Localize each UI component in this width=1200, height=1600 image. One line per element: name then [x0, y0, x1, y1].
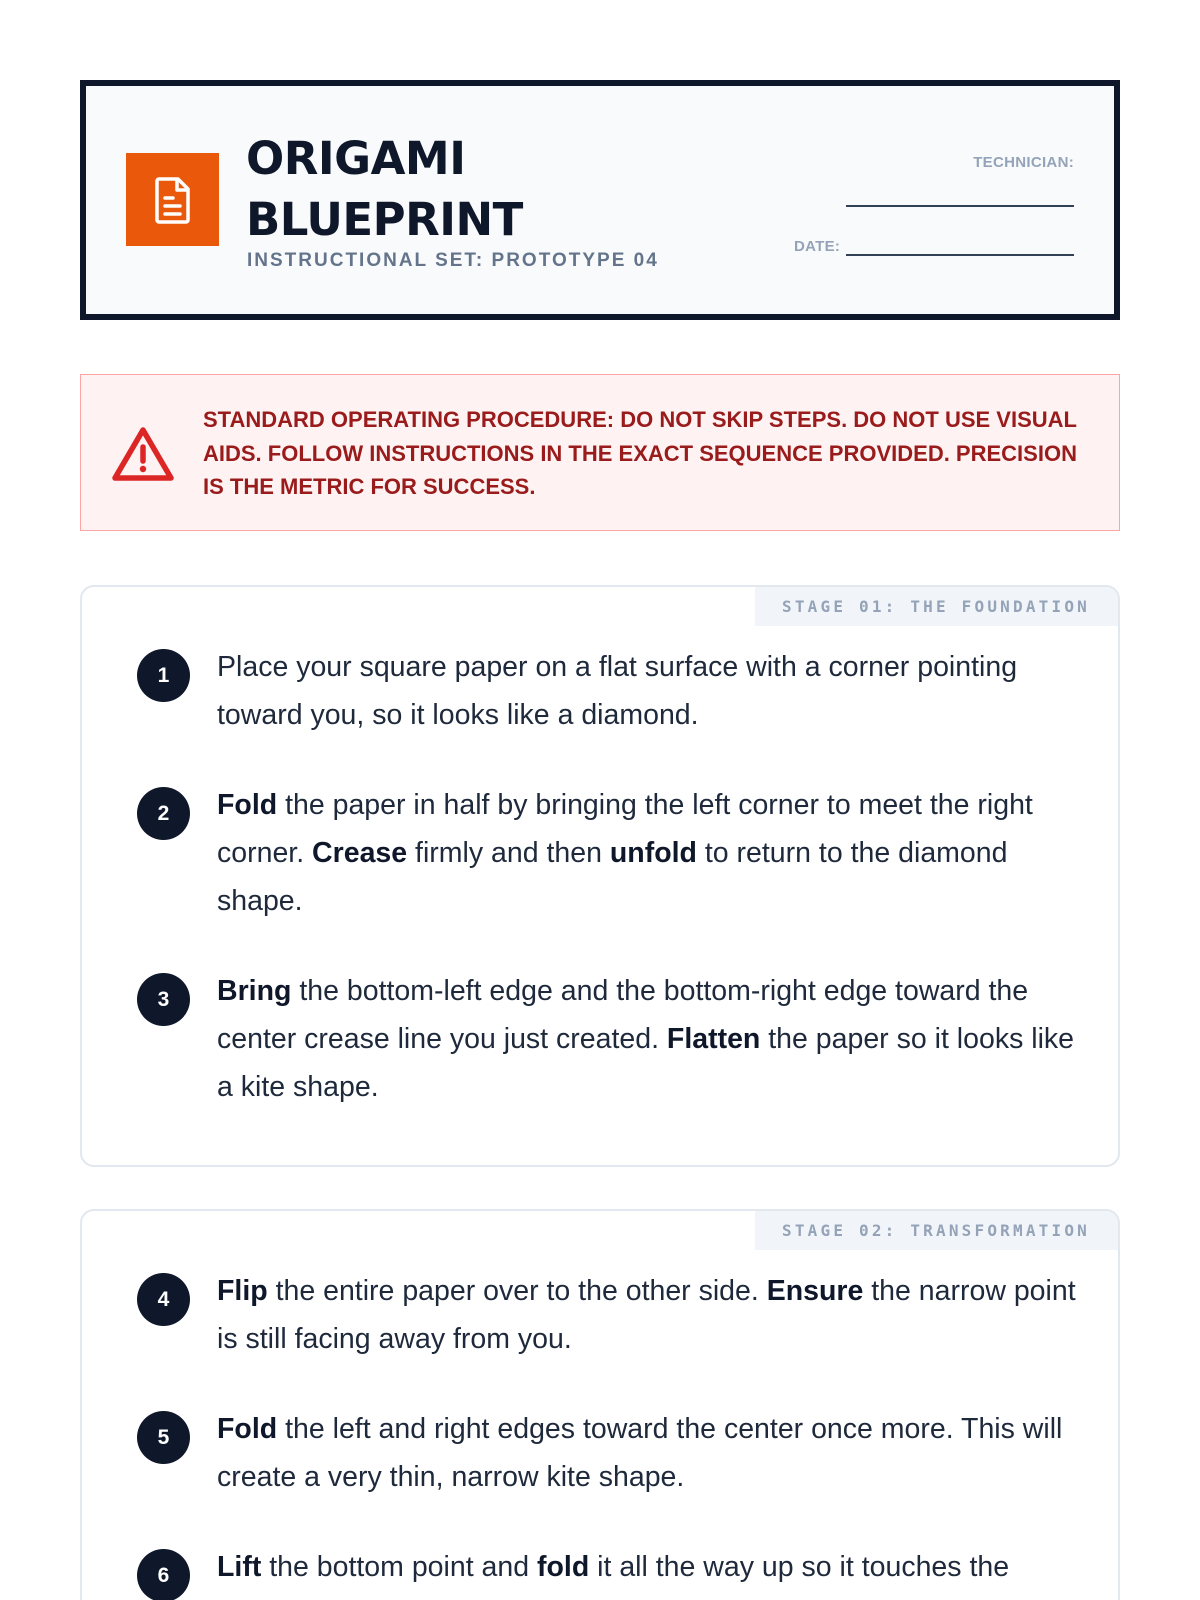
step-keyword: Ensure — [766, 1275, 864, 1307]
technician-label: TECHNICIAN: — [973, 154, 1074, 171]
step-text-run: the paper so it looks like a kite shape. — [217, 1023, 1074, 1103]
step-number: 6 — [137, 1549, 190, 1600]
technician-signature-line — [846, 205, 1074, 207]
stage-card-1 — [80, 585, 1120, 1167]
warning-banner — [80, 374, 1120, 531]
page-title — [246, 128, 523, 250]
stage-tag: STAGE 02: TRANSFORMATION — [755, 1211, 1118, 1250]
document-icon — [153, 176, 193, 224]
step-text-run: the paper in half by bringing the left corner to meet the right corner. — [217, 789, 1033, 869]
logo-badge — [126, 153, 219, 246]
step-text-run: it all the way up so it touches the — [589, 1551, 1010, 1583]
step-text-run: the left and right edges toward the center once more. This will create a very thin, narrow kite shape. — [217, 1413, 1063, 1493]
step-keyword: Fold — [217, 1413, 278, 1445]
date-signature-line — [846, 254, 1074, 256]
title-line-1: ORIGAMI — [246, 132, 466, 185]
step-keyword: Lift — [217, 1551, 262, 1583]
stage-card-2 — [80, 1209, 1120, 1600]
warning-lead: STANDARD OPERATING PROCEDURE: — [203, 407, 615, 432]
step-text-run: the bottom point and — [261, 1551, 538, 1583]
step-text — [217, 967, 1077, 1111]
step-keyword: Crease — [312, 837, 408, 869]
step-text-run: the entire paper over to the other side. — [267, 1275, 767, 1307]
step-keyword: Fold — [217, 789, 278, 821]
title-line-2: BLUEPRINT — [246, 193, 523, 246]
step-number: 1 — [137, 649, 190, 702]
date-label: DATE: — [794, 238, 841, 255]
step-number: 2 — [137, 787, 190, 840]
step-text — [217, 1267, 1077, 1363]
step-text-run: to return to the diamond shape. — [217, 837, 1008, 917]
header-card — [80, 80, 1120, 320]
step-number: 3 — [137, 973, 190, 1026]
step-text — [217, 781, 1077, 925]
step-text — [217, 1543, 1077, 1591]
warning-text — [203, 403, 1093, 504]
step-text-run: the bottom-left edge and the bottom-right edge toward the center crease line you just created. — [217, 975, 1029, 1055]
step-keyword: Flip — [217, 1275, 268, 1307]
step-keyword: Bring — [217, 975, 292, 1007]
step-keyword: unfold — [609, 837, 697, 869]
step-keyword: fold — [537, 1551, 590, 1583]
step-text — [217, 643, 1077, 739]
step-text-run: Place your square paper on a flat surface with a corner pointing toward you, so it looks like a diamond. — [217, 651, 1018, 731]
step-keyword: Flatten — [666, 1023, 761, 1055]
step-text — [217, 1405, 1077, 1501]
step-text-run: the narrow point is still facing away from you. — [217, 1275, 1076, 1355]
page-subtitle: INSTRUCTIONAL SET: PROTOTYPE 04 — [247, 250, 659, 271]
warning-body: DO NOT SKIP STEPS. DO NOT USE VISUAL AIDS. FOLLOW INSTRUCTIONS IN THE EXACT SEQUENCE PROVIDED. PRECISION IS THE METRIC FOR SUCCESS. — [203, 407, 1077, 499]
step-number: 4 — [137, 1273, 190, 1326]
step-number: 5 — [137, 1411, 190, 1464]
stage-tag: STAGE 01: THE FOUNDATION — [755, 587, 1118, 626]
warning-triangle-icon — [111, 425, 175, 483]
step-text-run: firmly and then — [407, 837, 610, 869]
